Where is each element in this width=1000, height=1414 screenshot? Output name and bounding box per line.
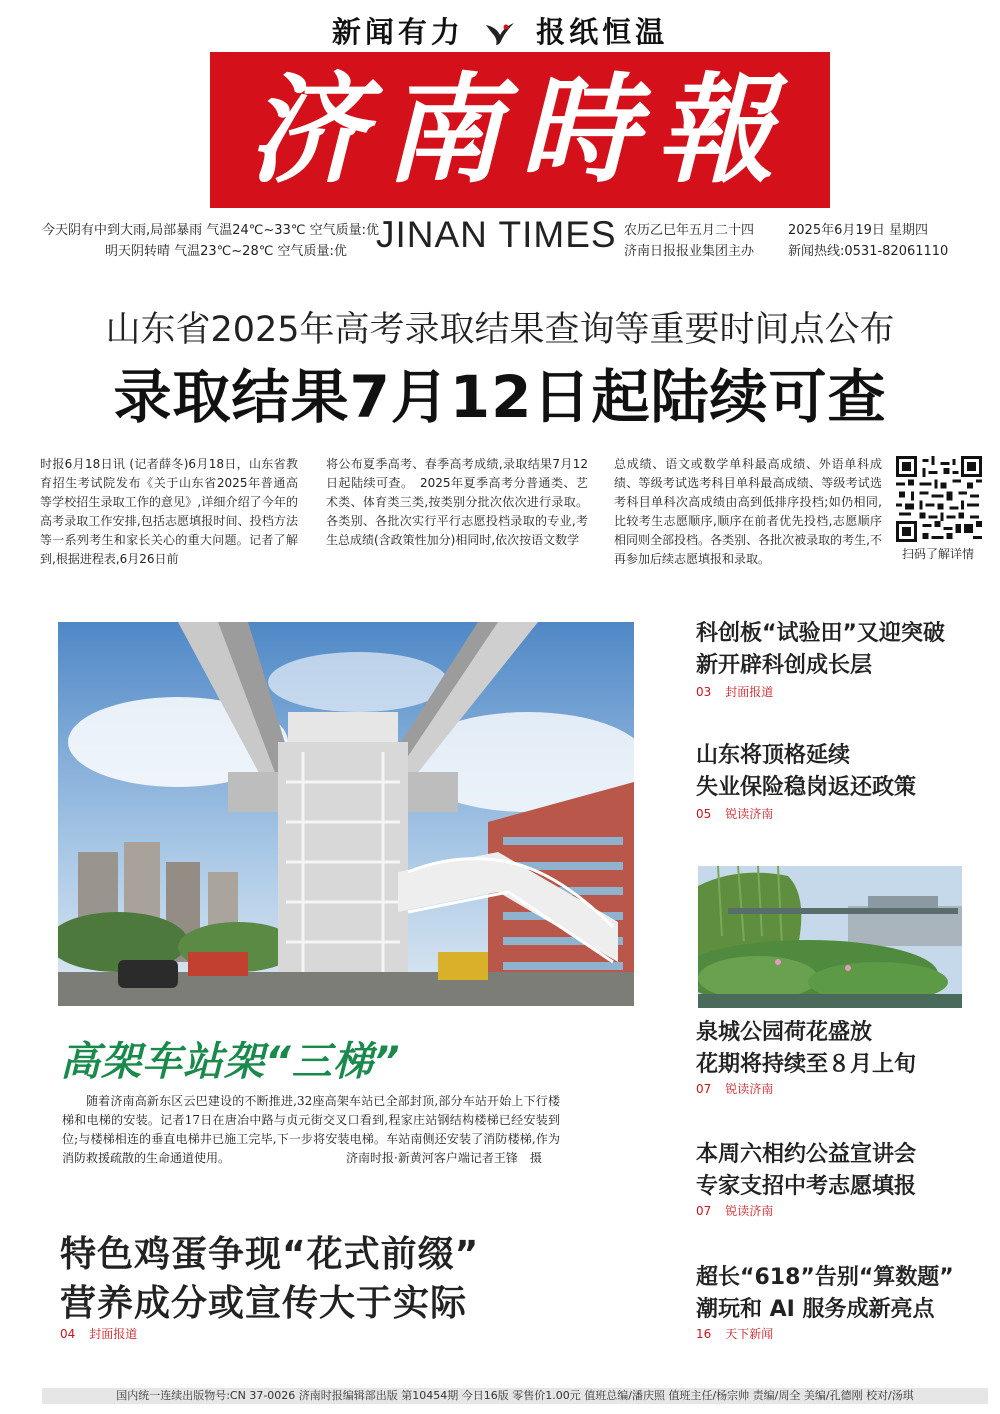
section-name: 锐读济南: [725, 807, 774, 821]
section-name: 锐读济南: [725, 1082, 774, 1096]
lead-kicker: 山东省2025年高考录取结果查询等重要时间点公布: [105, 310, 895, 350]
elevated-station-photo[interactable]: [58, 622, 634, 1006]
right-item-1-page-ref: [696, 683, 773, 700]
weather-today: 今天阴有中到大雨,局部暴雨 气温24℃~33℃ 空气质量:优: [42, 223, 379, 238]
section-name: 锐读济南: [725, 1204, 774, 1218]
right-item-3-line-1[interactable]: 泉城公园荷花盛放: [696, 1020, 873, 1045]
photo-caption: 随着济南高新东区云巴建设的不断推进,32座高架车站已全部封顶,部分车站开始上下行楼梯和电梯的安装。记者17日在唐冶中路与贞元街交叉口看到,程家庄站钢结构楼梯已经安装到位;与楼梯相连的垂直电梯井已施工完毕,下一步将安装电梯。车站南侧还安装了消防楼梯,作为消防救援疏散的生命通道使用。: [62, 1094, 560, 1165]
page-number: 04: [60, 1327, 76, 1341]
footer-imprint: 国内统一连续出版物号:CN 37-0026 济南时报编辑部出版 第10454期 今日16版 零售价1.00元 值班总编/潘庆照 值班主任/杨宗帅 责编/周全 美编/孔德刚 校对/汤琪: [116, 1389, 914, 1402]
crane-bird-icon: [482, 21, 518, 47]
section-name: 天下新闻: [725, 1327, 774, 1341]
egg-story-page-ref: [60, 1325, 137, 1342]
section-name: 封面报道: [89, 1327, 138, 1341]
right-item-3-page-ref: [696, 1080, 773, 1097]
right-item-5-page-ref: [696, 1325, 773, 1342]
right-item-2-line-1[interactable]: 山东将顶格延续: [696, 743, 851, 768]
right-item-5-line-1[interactable]: 超长“618”告别“算数题”: [696, 1265, 954, 1290]
lunar-date: 农历乙巳年五月二十四: [624, 223, 755, 238]
right-item-3-line-2[interactable]: 花期将持续至８月上旬: [696, 1052, 917, 1077]
lead-column-1: 时报6月18日讯 (记者薛冬)6月18日，山东省教育招生考试院发布《关于山东省2025年普通高等学校招生录取工作的意见》,详细介绍了今年的高考录取工作安排,包括志愿填报时间、投档方法等一系列考生和家长关心的重大问题。记者了解到,根据进程表,6月26日前: [40, 457, 298, 566]
photo-story-title[interactable]: 高架车站架“三梯”: [60, 1039, 401, 1085]
weather-tomorrow: 明天阴转晴 气温23℃~28℃ 空气质量:优: [105, 244, 347, 259]
right-item-4-line-2[interactable]: 专家支招中考志愿填报: [696, 1174, 917, 1199]
right-item-4-page-ref: [696, 1202, 773, 1219]
right-item-2-page-ref: [696, 805, 773, 822]
right-item-4-line-1[interactable]: 本周六相约公益宣讲会: [696, 1142, 917, 1167]
masthead-slogan: [0, 10, 1000, 51]
qr-code-icon[interactable]: [896, 456, 982, 542]
english-title: JINAN TIMES: [376, 214, 617, 255]
page-number: 07: [696, 1204, 712, 1218]
right-item-1-line-2[interactable]: 新开辟科创成长层: [696, 653, 873, 678]
issue-date: 2025年6月19日 星期四: [788, 223, 929, 238]
photo-credit: 济南时报·新黄河客户端记者王锋 摄: [346, 1151, 542, 1165]
egg-story-headline-1[interactable]: 特色鸡蛋争现“花式前缀”: [60, 1234, 480, 1275]
slogan-left: 新闻有力: [331, 15, 464, 49]
lotus-park-photo[interactable]: [698, 866, 962, 1008]
qr-caption: 扫码了解详情: [901, 547, 974, 561]
page-number: 16: [696, 1327, 712, 1341]
right-item-2-line-2[interactable]: 失业保险稳岗返还政策: [696, 775, 917, 800]
publisher: 济南日报报业集团主办: [624, 244, 755, 259]
right-item-5-line-2[interactable]: 潮玩和 AI 服务成新亮点: [696, 1297, 935, 1322]
logo-text: 济南時報: [247, 60, 792, 199]
lead-column-3: 总成绩、语文或数学单科最高成绩、外语单科成绩、等级考试选考科目单科最高成绩、等级考试选考科目单科次高成绩由高到低排序投档;如仍相同,比较考生志愿顺序,顺序在前者优先投档,志愿顺序相同则全部投档。各类别、各批次被录取的考生,不再参加后续志愿填报和录取。: [614, 457, 882, 566]
news-hotline: 新闻热线:0531-82061110: [788, 244, 949, 259]
right-item-1-line-1[interactable]: 科创板“试验田”又迎突破: [696, 621, 945, 646]
section-name: 封面报道: [725, 685, 774, 699]
slogan-right: 报纸恒温: [536, 15, 669, 49]
newspaper-logo: [210, 52, 830, 208]
lead-column-2: 将公布夏季高考、春季高考成绩,录取结果7月12日起陆续可查。 2025年夏季高考分普通类、艺术类、体育类三类,按类别分批次依次进行录取。各类别、各批次实行平行志愿投档录取的专业,考生总成绩(含政策性加分)相同时,依次按语文数学: [326, 457, 588, 547]
page-number: 07: [696, 1082, 712, 1096]
page-number: 03: [696, 685, 712, 699]
lead-headline[interactable]: 录取结果7月12日起陆续可查: [113, 363, 887, 431]
egg-story-headline-2[interactable]: 营养成分或宣传大于实际: [60, 1283, 468, 1324]
page-number: 05: [696, 807, 712, 821]
